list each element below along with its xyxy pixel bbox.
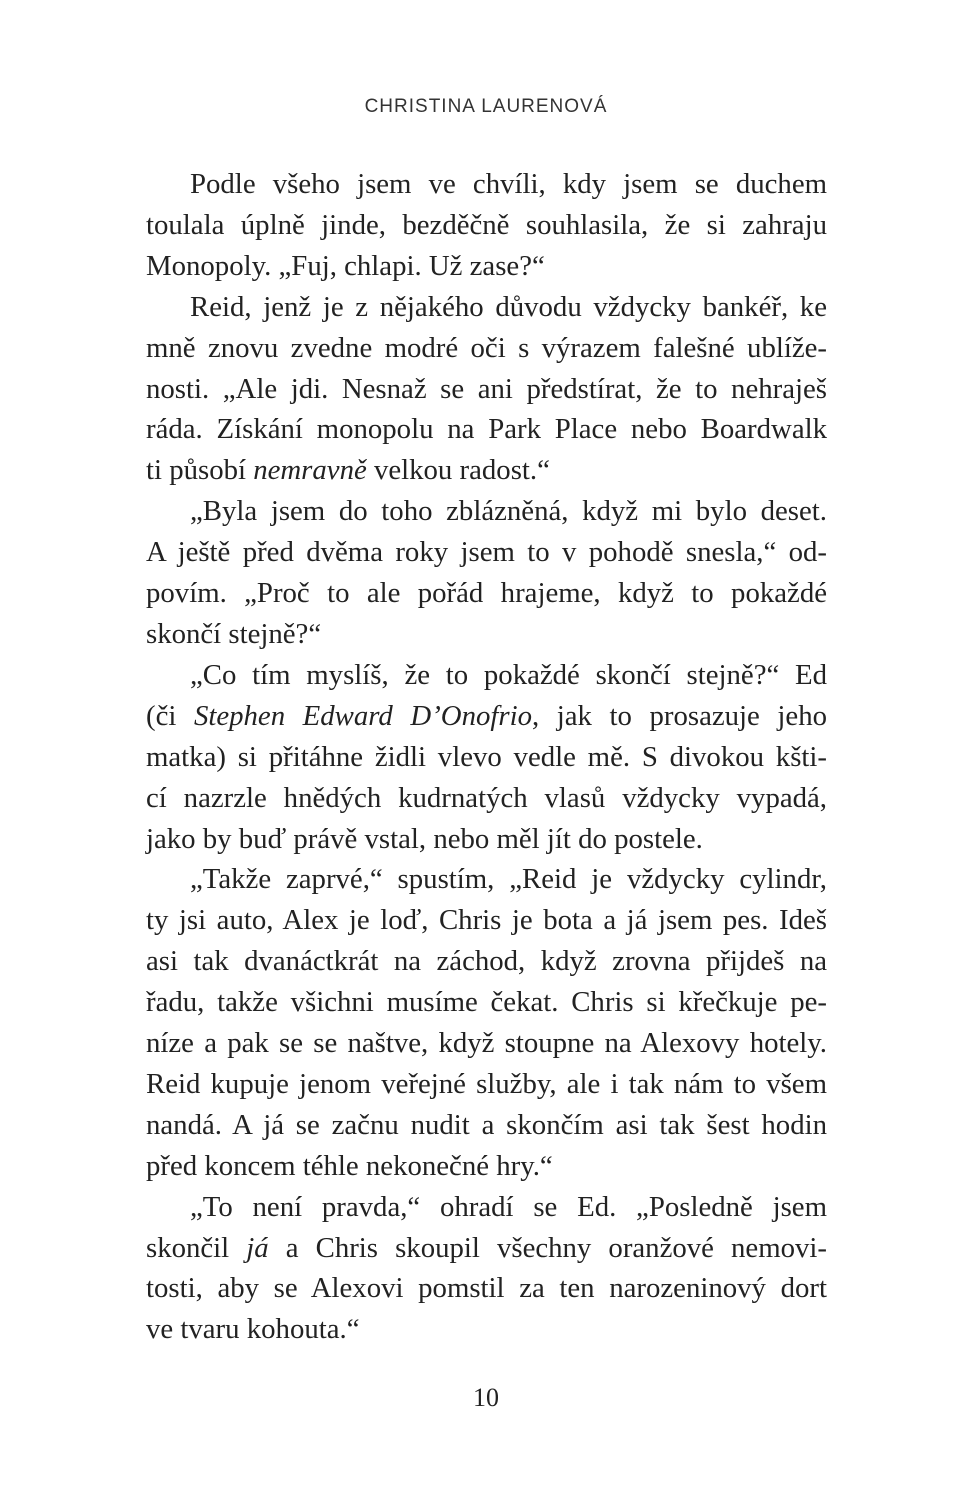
text-line: řadu, takže všichni musíme čekat. Chris si křečkuje pe- — [146, 986, 827, 1019]
text-line: toulala úplně jinde, bezděčně souhlasila, že si zahraju — [146, 208, 827, 241]
text-line: tosti, aby se Alexovi pomstil za ten narozeninový dort — [146, 1272, 827, 1305]
text-line: ráda. Získání monopolu na Park Place nebo Boardwalk — [146, 413, 827, 446]
page-number: 10 — [473, 1383, 499, 1412]
emphasis-text: já — [246, 1231, 269, 1264]
text-line: „To není pravda,“ ohradí se Ed. „Posledně jsem — [190, 1190, 827, 1223]
text-line: Reid, jenž je z nějakého důvodu vždycky bankéř, ke — [190, 290, 827, 323]
text-line: Reid kupuje jenom veřejné služby, ale i tak nám to všem — [146, 1067, 827, 1100]
text-line — [146, 1228, 827, 1269]
paragraph — [146, 491, 827, 655]
text-line: Podle všeho jsem ve chvíli, kdy jsem se duchem — [190, 168, 827, 200]
paragraph — [146, 1187, 827, 1351]
running-head: CHRISTINA LAURENOVÁ — [364, 96, 608, 117]
text-run: , jak to prosazuje jeho — [531, 699, 827, 732]
text-line: mně znovu zvedne modré oči s výrazem falešné ublíže- — [146, 331, 827, 364]
text-line: skončí stejně?“ — [146, 617, 322, 650]
text-line: A ještě před dvěma roky jsem to v pohodě snesla,“ od- — [146, 536, 827, 569]
page-body — [146, 164, 827, 1350]
text-run: ti působí — [146, 454, 254, 487]
paragraph — [146, 287, 827, 492]
emphasis-text: Stephen Edward D’Onofrio — [193, 699, 532, 732]
text-line: ty jsi auto, Alex je loď, Chris je bota a já jsem pes. Ideš — [146, 904, 827, 937]
text-line: Monopoly. „Fuj, chlapi. Už zase?“ — [146, 249, 545, 282]
paragraph — [146, 859, 827, 1186]
text-line: matka) si přitáhne židli vlevo vedle mě. S divokou kšti- — [146, 740, 827, 773]
text-line: nandá. A já se začnu nudit a skončím asi tak šest hodin — [146, 1108, 827, 1141]
text-line: nosti. „Ale jdi. Nesnaž se ani předstírat, že to nehraješ — [146, 372, 827, 405]
text-line — [146, 450, 827, 491]
text-line: před koncem téhle nekonečné hry.“ — [146, 1149, 553, 1182]
text-run: velkou radost.“ — [366, 454, 550, 487]
text-line: „Takže zaprvé,“ spustím, „Reid je vždycky cylindr, — [190, 863, 827, 896]
text-line: cí nazrzle hnědých kudrnatých vlasů vždycky vypadá, — [146, 781, 827, 814]
text-run: skončil — [146, 1231, 247, 1264]
text-line: níze a pak se se naštve, když stoupne na Alexovy hotely. — [146, 1027, 827, 1060]
paragraph — [146, 655, 827, 860]
text-run: (či — [146, 699, 194, 732]
text-line: „Co tím myslíš, že to pokaždé skončí stejně?“ Ed — [190, 658, 827, 691]
text-line: „Byla jsem do toho zblázněná, když mi bylo deset. — [190, 495, 827, 528]
text-line: jako by buď právě vstal, nebo měl jít do postele. — [146, 822, 703, 855]
text-line: asi tak dvanáctkrát na záchod, když zrovna přijdeš na — [146, 945, 827, 978]
emphasis-text: nemravně — [253, 454, 367, 487]
text-line: povím. „Proč to ale pořád hrajeme, když to pokaždé — [146, 577, 827, 610]
text-line: ve tvaru kohouta.“ — [146, 1313, 360, 1346]
text-run: a Chris skoupil všechny oranžové nemovi- — [268, 1231, 827, 1264]
paragraph — [146, 164, 827, 287]
text-line — [146, 696, 827, 737]
